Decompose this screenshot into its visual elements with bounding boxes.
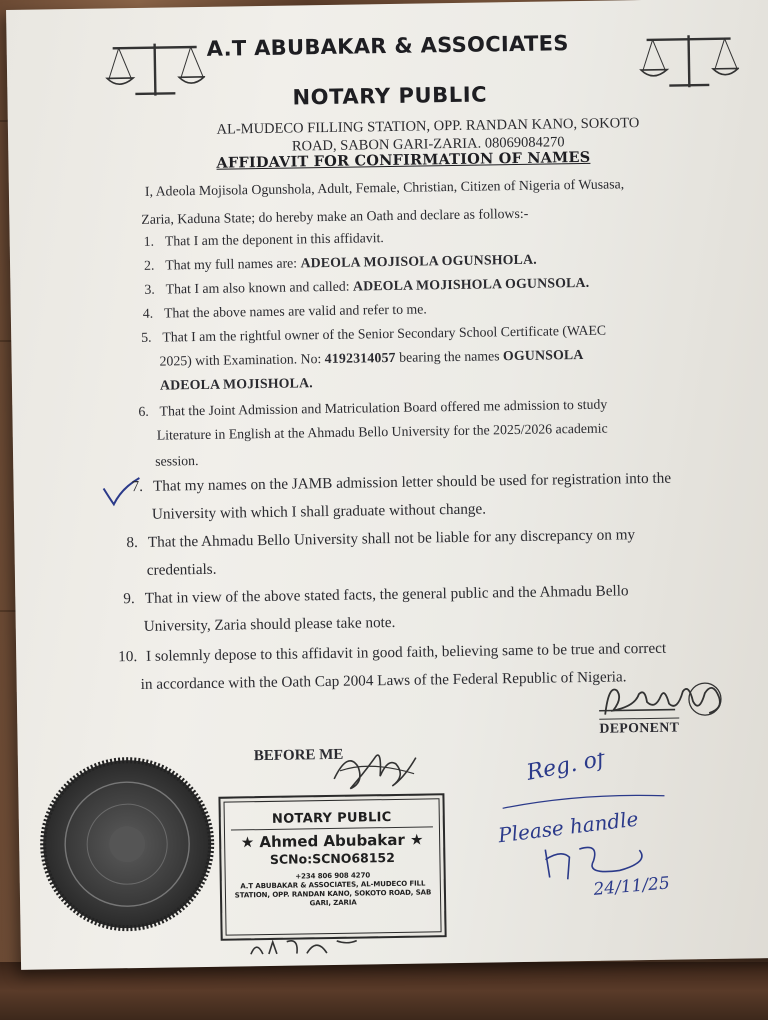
stamp-address-2: STATION, OPP. RANDAN KANO, SOKOTO ROAD, SAB <box>234 888 432 900</box>
item-number: 10. <box>118 648 138 666</box>
item-text: That the Joint Admission and Matriculation Board offered me admission to study <box>159 396 608 419</box>
notary-seal-icon <box>38 755 217 939</box>
stamp-address-1: A.T ABUBAKAR & ASSOCIATES, AL-MUDECO FILL <box>240 879 426 891</box>
item-text: That the above names are valid and refer to me. <box>163 301 427 321</box>
list-item <box>144 275 589 298</box>
item-number: 9. <box>123 590 135 608</box>
stamp-title: NOTARY PUBLIC <box>231 809 433 830</box>
intro-line-2: Zaria, Kaduna State; do hereby make an Oath and declare as follows:- <box>141 205 529 227</box>
list-item <box>118 640 666 667</box>
svg-text:24/11/25: 24/11/25 <box>592 873 671 900</box>
list-item <box>144 252 537 274</box>
notary-stamp <box>218 793 446 941</box>
scales-of-justice-right-icon <box>638 28 739 90</box>
firm-name: A.T ABUBAKAR & ASSOCIATES <box>206 31 569 61</box>
list-item <box>123 582 629 608</box>
list-item-continued: University with which I shall graduate without change. <box>151 500 487 523</box>
item-number: 5. <box>141 329 152 345</box>
notary-public-heading: NOTARY PUBLIC <box>292 82 488 110</box>
item-text: I solemnly depose to this affidavit in good faith, believing same to be true and correct <box>145 639 667 665</box>
item-number: 3. <box>144 281 155 297</box>
address-line-1: AL-MUDECO FILLING STATION, OPP. RANDAN KANO, SOKOTO <box>216 115 640 138</box>
list-item-continued <box>159 347 583 370</box>
item-number: 1. <box>143 233 155 249</box>
item-text: bearing the names <box>395 348 504 365</box>
item-text: That I am the deponent in this affidavit. <box>164 230 384 249</box>
item-text: That the Ahmadu Bello University shall not be liable for any discrepancy on my <box>147 526 636 551</box>
address-line-2: ROAD, SABON GARI-ZARIA. 08069084270 <box>291 134 565 155</box>
alias-names: ADEOLA MOJISHOLA OGUNSOLA. <box>352 274 590 294</box>
list-item-continued: in accordance with the Oath Cap 2004 Laws of the Federal Republic of Nigeria. <box>140 668 627 693</box>
handwritten-note <box>488 751 690 909</box>
item-number: 2. <box>143 257 155 273</box>
item-text: That my full names are: <box>165 255 301 273</box>
stamp-phone: +234 806 908 4270 <box>295 871 371 881</box>
list-item <box>138 397 607 420</box>
item-number: 8. <box>126 533 138 552</box>
item-text: That my names on the JAMB admission letter should be used for registration into the <box>152 469 672 495</box>
list-item <box>126 526 635 552</box>
table-surface <box>0 962 768 1020</box>
stamp-sc-number: SCNo:SCNO68152 <box>269 849 396 867</box>
certificate-surname: OGUNSOLA <box>502 346 584 364</box>
item-number: 4. <box>142 305 154 321</box>
item-text: That I am also known and called: <box>165 278 354 297</box>
list-item <box>141 323 606 346</box>
stamp-address-3: GARI, ZARIA <box>309 898 357 908</box>
list-item-continued: Literature in English at the Ahmadu Bello University for the 2025/2026 academic <box>156 420 608 443</box>
list-item <box>143 301 427 321</box>
full-names: ADEOLA MOJISOLA OGUNSHOLA. <box>300 251 537 271</box>
svg-text:Reg. of: Reg. of <box>524 751 607 786</box>
list-item-continued: credentials. <box>146 560 217 579</box>
deponent-label: DEPONENT <box>599 719 680 736</box>
before-me-label: BEFORE ME <box>253 746 344 765</box>
document-title: AFFIDAVIT FOR CONFIRMATION OF NAMES <box>216 148 591 172</box>
item-number: 7. <box>131 477 144 496</box>
stamp-name-text: Ahmed Abubakar <box>259 830 405 852</box>
list-item-continued: University, Zaria should please take note. <box>143 613 396 635</box>
notary-signature <box>330 748 421 800</box>
list-item <box>131 470 671 496</box>
list-item <box>144 230 384 250</box>
bottom-handwriting <box>247 934 367 961</box>
item-text: That in view of the above stated facts, the general public and the Ahmadu Bello <box>144 582 629 607</box>
stamp-details <box>222 870 445 909</box>
intro-line-1: I, Adeola Mojisola Ogunshola, Adult, Female, Christian, Citizen of Nigeria of Wusasa, <box>144 176 625 199</box>
stamp-notary-name: ★ Ahmed Abubakar ★ <box>240 830 424 852</box>
item-number: 6. <box>138 403 149 419</box>
item-text: That I am the rightful owner of the Senior Secondary School Certificate (WAEC <box>162 322 607 345</box>
scales-of-justice-left-icon <box>105 37 206 99</box>
item-text: 2025) with Examination. No: <box>159 351 325 369</box>
exam-number: 4192314057 <box>324 349 396 367</box>
certificate-names: ADEOLA MOJISHOLA. <box>159 375 313 393</box>
svg-text:Please handle: Please handle <box>496 806 640 848</box>
affidavit-document <box>6 0 768 970</box>
list-item-continued: session. <box>155 453 199 469</box>
